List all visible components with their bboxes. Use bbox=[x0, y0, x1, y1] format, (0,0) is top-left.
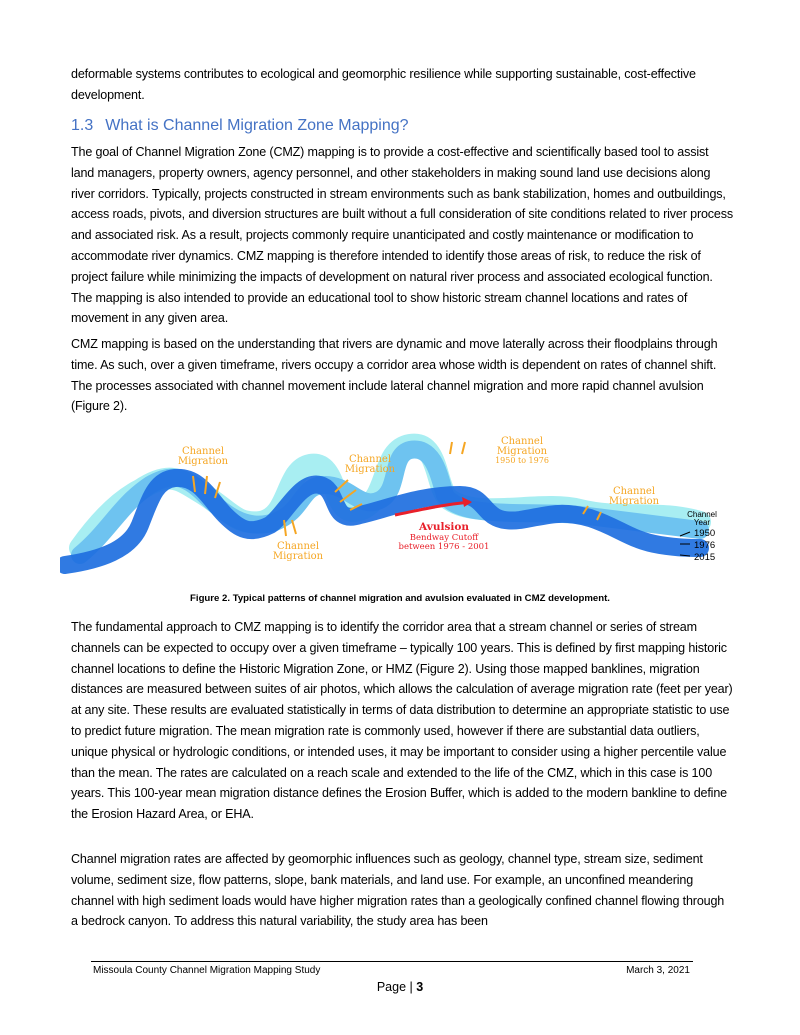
page-number-value: 3 bbox=[416, 980, 424, 994]
legend-1950: 1950 bbox=[694, 528, 716, 539]
section-title: What is Channel Migration Zone Mapping? bbox=[105, 117, 409, 134]
label-channel-migration-2: Channel Migration bbox=[272, 541, 324, 562]
page-number bbox=[0, 980, 800, 994]
label-channel-migration-5: Channel Migration bbox=[608, 486, 660, 507]
paragraph-1: The goal of Channel Migration Zone (CMZ) mapping is to provide a cost-effective and scientifically based tool to assist land managers, property owners, agency personnel, and other stakeholders in making sound land use decisions along river corridors. Typically, projects constructed in stream environments such as bank stabilization, homes and outbuildings, access roads, pivots, and diversion structures are built without a full consideration of site conditions related to river process and associated risk. As a result, projects commonly require unanticipated and costly maintenance or modification to accommodate river dynamics. CMZ mapping is therefore intended to identify those areas of risk, to reduce the risk of project failure while minimizing the impacts of development on natural river process and associated ecological function. The mapping is also intended to provide an educational tool to show historic stream channel locations and rates of movement in any given area. bbox=[71, 145, 734, 326]
legend-1976: 1976 bbox=[694, 540, 716, 551]
section-heading bbox=[71, 117, 409, 135]
channel-migration-figure bbox=[60, 430, 740, 580]
legend-2015: 2015 bbox=[694, 552, 716, 563]
section-number: 1.3 bbox=[71, 117, 94, 134]
figure-caption: Figure 2. Typical patterns of channel migration and avulsion evaluated in CMZ development. bbox=[190, 593, 610, 604]
label-channel-migration-4: Channel Migration 1950 to 1976 bbox=[495, 436, 549, 465]
label-channel-migration-3: Channel Migration bbox=[344, 454, 396, 475]
page-label: Page | bbox=[376, 980, 417, 994]
paragraph-4: Channel migration rates are affected by geomorphic influences such as geology, channel type, stream size, sediment volume, sediment size, flow patterns, slope, bank materials, and land use. For example, an unconfined meandering channel with high sediment loads would have higher migration rates than a geologically confined channel flowing through a bedrock canyon. To address this natural variability, the study area has been bbox=[71, 852, 725, 929]
label-avulsion: Avulsion Bendway Cutoff between 1976 - 2001 bbox=[398, 521, 490, 552]
footer-date: March 3, 2021 bbox=[626, 965, 690, 976]
intro-continuation: deformable systems contributes to ecological and geomorphic resilience while supporting sustainable, cost-effective development. bbox=[71, 67, 696, 102]
footer-rule bbox=[91, 961, 693, 962]
label-channel-migration-1: Channel Migration bbox=[177, 446, 229, 467]
footer-title: Missoula County Channel Migration Mapping Study bbox=[93, 965, 321, 976]
paragraph-3: The fundamental approach to CMZ mapping is to identify the corridor area that a stream channel or series of stream channels can be expected to occupy over a given timeframe – typically 100 years. This is defined by first mapping historic channel locations to define the Historic Migration Zone, or HMZ (Figure 2). Using those mapped banklines, migration distances are measured between suites of air photos, which allows the calculation of average migration rate (feet per year) at any site. These results are evaluated statistically in terms of data distribution to determine an appropriate statistic to use to predict future migration. The mean migration rate is commonly used, however if there are substantial data outliers, unique physical or hydrologic conditions, or intended uses, it may be important to consider using a higher percentile value than the mean. The rates are calculated on a reach scale and extended to the life of the CMZ, which in this case is 100 years. This 100-year mean migration distance defines the Erosion Buffer, which is added to the modern bankline to define the Erosion Hazard Area, or EHA. bbox=[71, 620, 733, 822]
legend-title: Channel Year bbox=[687, 510, 717, 527]
paragraph-2: CMZ mapping is based on the understanding that rivers are dynamic and move laterally across their floodplains through time. As such, over a given timeframe, rivers occupy a corridor area whose width is dependent on rates of channel shift. The processes associated with channel movement include lateral channel migration and more rapid channel avulsion (Figure 2). bbox=[71, 337, 718, 414]
